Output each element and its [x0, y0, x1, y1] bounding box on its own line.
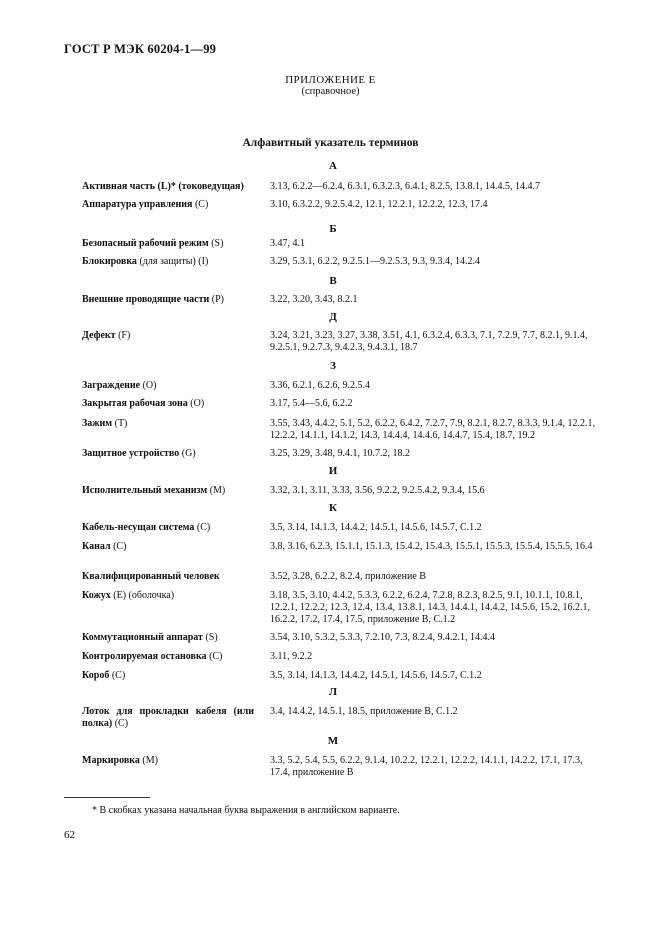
term-references: 3.5, 3.14, 14.1.3, 14.4.2, 14.5.1, 14.5.6, 14.5.7, С.1.2	[270, 522, 482, 533]
term-qualifier: (Е) (оболочка)	[110, 590, 175, 601]
letter-heading-k: К	[329, 502, 337, 514]
term-name: Исполнительный механизм	[82, 485, 208, 496]
term-qualifier: (С)	[112, 718, 129, 729]
letter-heading-v: В	[329, 275, 337, 287]
footnote: * В скобках указана начальная буква выражения в английском варианте.	[92, 805, 400, 816]
term-references: 3.36, 6.2.1, 6.2.6, 9.2.5.4	[270, 380, 370, 391]
term-qualifier: (F)	[115, 330, 131, 341]
term-references: 3.54, 3.10, 5.3.2, 5.3.3, 7.2.10, 7.3, 8.2.4, 9.4.2.1, 14.4.4	[270, 632, 495, 643]
footnote-divider	[64, 797, 150, 798]
term-qualifier: (О)	[187, 398, 205, 409]
index-term	[82, 330, 254, 342]
index-term	[82, 571, 254, 583]
index-title: Алфавитный указатель терминов	[242, 137, 419, 149]
term-name: Короб	[82, 670, 110, 681]
term-references: 3.18, 3.5, 3.10, 4.4.2, 5.3.3, 6.2.2, 6.2.4, 7.2.8, 8.2.3, 8.2.5, 9.1, 10.1.1, 10.8.1, 12.2.1, 12.2.2, 12.3, 12.4, 13.4, 13.8.1, 14.3, 14.4.1, 14.4.2, 14.5.6, 15.2, 16.2.1, 16.2.2, 17.2, 17.4, 17.5, приложение В, С.1.2	[270, 590, 590, 625]
term-qualifier: (С)	[192, 199, 209, 210]
term-name: Дефект	[82, 330, 116, 341]
appendix-subtitle: (справочное)	[301, 86, 360, 97]
term-qualifier: (О)	[140, 380, 157, 391]
index-term	[82, 755, 254, 767]
term-name: Кожух	[82, 590, 111, 601]
index-term	[82, 590, 254, 602]
term-qualifier: (для защиты) (I)	[136, 256, 209, 267]
term-qualifier: (Т)	[112, 418, 128, 429]
term-name: Кабель-несущая система	[82, 522, 195, 533]
term-references: 3.11, 9.2.2	[270, 651, 313, 662]
term-qualifier: (G)	[179, 448, 196, 459]
term-references: 3.13, 6.2.2—6.2.4, 6.3.1, 6.3.2.3, 6.4.1, 8.2.5, 13.8.1, 14.4.5, 14.4.7	[270, 181, 540, 192]
letter-heading-i: И	[328, 465, 338, 477]
index-term	[82, 485, 254, 497]
term-qualifier: (С)	[109, 670, 126, 681]
letter-heading-b: Б	[329, 223, 337, 235]
term-name: Активная часть	[82, 181, 156, 192]
term-references: 3.5, 3.14, 14.1.3, 14.4.2, 14.5.1, 14.5.6, 14.5.7, С.1.2	[270, 670, 482, 681]
index-term	[82, 632, 254, 644]
term-qualifier: (S)	[202, 632, 218, 643]
letter-heading-m: М	[327, 735, 339, 747]
term-name: Аппаратура управления	[82, 199, 193, 210]
index-term	[82, 380, 254, 392]
index-term	[82, 199, 254, 211]
term-name: Зажим	[82, 418, 113, 429]
term-name: Канал	[82, 541, 111, 552]
term-name: Закрытая рабочая зона	[82, 398, 188, 409]
letter-heading-a: А	[329, 160, 337, 172]
index-term	[82, 706, 254, 730]
term-references: 3.4, 14.4.2, 14.5.1, 18.5, приложение В, С.1.2	[270, 706, 458, 717]
term-qualifier: (L)* (токоведущая)	[155, 181, 244, 192]
index-term	[82, 418, 254, 430]
term-references: 3.17, 5.4—5.6, 6.2.2	[270, 398, 353, 409]
term-references: 3.25, 3.29, 3.48, 9.4.1, 10.7.2, 18.2	[270, 448, 410, 459]
term-name: Заграждение	[82, 380, 141, 391]
term-name: Коммутационный аппарат	[82, 632, 203, 643]
index-term	[82, 541, 254, 553]
term-name: Безопасный рабочий режим	[82, 238, 209, 249]
index-term	[82, 294, 254, 306]
term-references: 3.47, 4.1	[270, 238, 305, 249]
index-term	[82, 522, 254, 534]
term-qualifier: (С)	[194, 522, 211, 533]
index-term	[82, 448, 254, 460]
term-name: Лоток для прокладки кабеля (или полка)	[82, 706, 254, 729]
letter-heading-d: Д	[329, 311, 337, 323]
term-name: Маркировка	[82, 755, 140, 766]
term-qualifier: (С)	[206, 651, 223, 662]
term-references: 3.8, 3.16, 6.2.3, 15.1.1, 15.1.3, 15.4.2, 15.4.3, 15.5.1, 15.5.3, 15.5.4, 15.5.5, 16.4	[270, 541, 593, 552]
term-qualifier: (Р)	[209, 294, 224, 305]
term-qualifier: (S)	[208, 238, 224, 249]
index-term	[82, 181, 254, 193]
term-references: 3.52, 3.28, 6.2.2, 8.2.4, приложение В	[270, 571, 426, 582]
appendix-title: ПРИЛОЖЕНИЕ Е	[285, 74, 376, 86]
term-references: 3.29, 5.3.1, 6.2.2, 9.2.5.1—9.2.5.3, 9.3, 9.3.4, 14.2.4	[270, 256, 480, 267]
letter-heading-z: З	[330, 360, 336, 372]
index-term	[82, 256, 254, 268]
term-qualifier: (С)	[110, 541, 127, 552]
term-name: Внешние проводящие части	[82, 294, 210, 305]
index-term	[82, 670, 254, 682]
term-references: 3.10, 6.3.2.2, 9.2.5.4.2, 12.1, 12.2.1, 12.2.2, 12.3, 17.4	[270, 199, 488, 210]
standard-code: ГОСТ Р МЭК 60204-1—99	[64, 42, 217, 56]
term-references: 3.3, 5.2, 5.4, 5.5, 6.2.2, 9.1.4, 10.2.2, 12.2.1, 12.2.2, 14.1.1, 14.2.2, 17.1, 17.3, 17.4, приложение В	[270, 755, 583, 778]
term-references: 3.24, 3.21, 3.23, 3.27, 3.38, 3.51, 4.1, 6.3.2.4, 6.3.3, 7.1, 7.2.9, 7.7, 8.2.1, 9.1.4, 9.2.5.1, 9.2.7.3, 9.4.2.3, 9.4.3.1, 18.7	[270, 330, 588, 353]
term-qualifier: (М)	[207, 485, 226, 496]
term-name: Контролируемая остановка	[82, 651, 207, 662]
term-name: Защитное устройство	[82, 448, 180, 459]
page-number: 62	[64, 829, 75, 841]
letter-heading-l: Л	[328, 686, 338, 698]
term-references: 3.32, 3.1, 3.11, 3.33, 3.56, 9.2.2, 9.2.5.4.2, 9.3.4, 15.6	[270, 485, 485, 496]
term-name: Квалифицированный человек	[82, 571, 220, 582]
term-name: Блокировка	[82, 256, 137, 267]
term-qualifier: (М)	[139, 755, 158, 766]
term-references: 3.22, 3.20, 3.43, 8.2.1	[270, 294, 358, 305]
index-term	[82, 398, 254, 410]
index-term	[82, 651, 254, 663]
index-term	[82, 238, 254, 250]
term-references: 3.55, 3.43, 4.4.2, 5.1, 5.2, 6.2.2, 6.4.2, 7.2.7, 7.9, 8.2.1, 8.2.7, 8.3.3, 9.1.4, 12.2.1, 12.2.2, 14.1.1, 14.1.2, 14.3, 14.4.4, 14.4.6, 14.4.7, 15.4, 18.7, 19.2	[270, 418, 595, 441]
